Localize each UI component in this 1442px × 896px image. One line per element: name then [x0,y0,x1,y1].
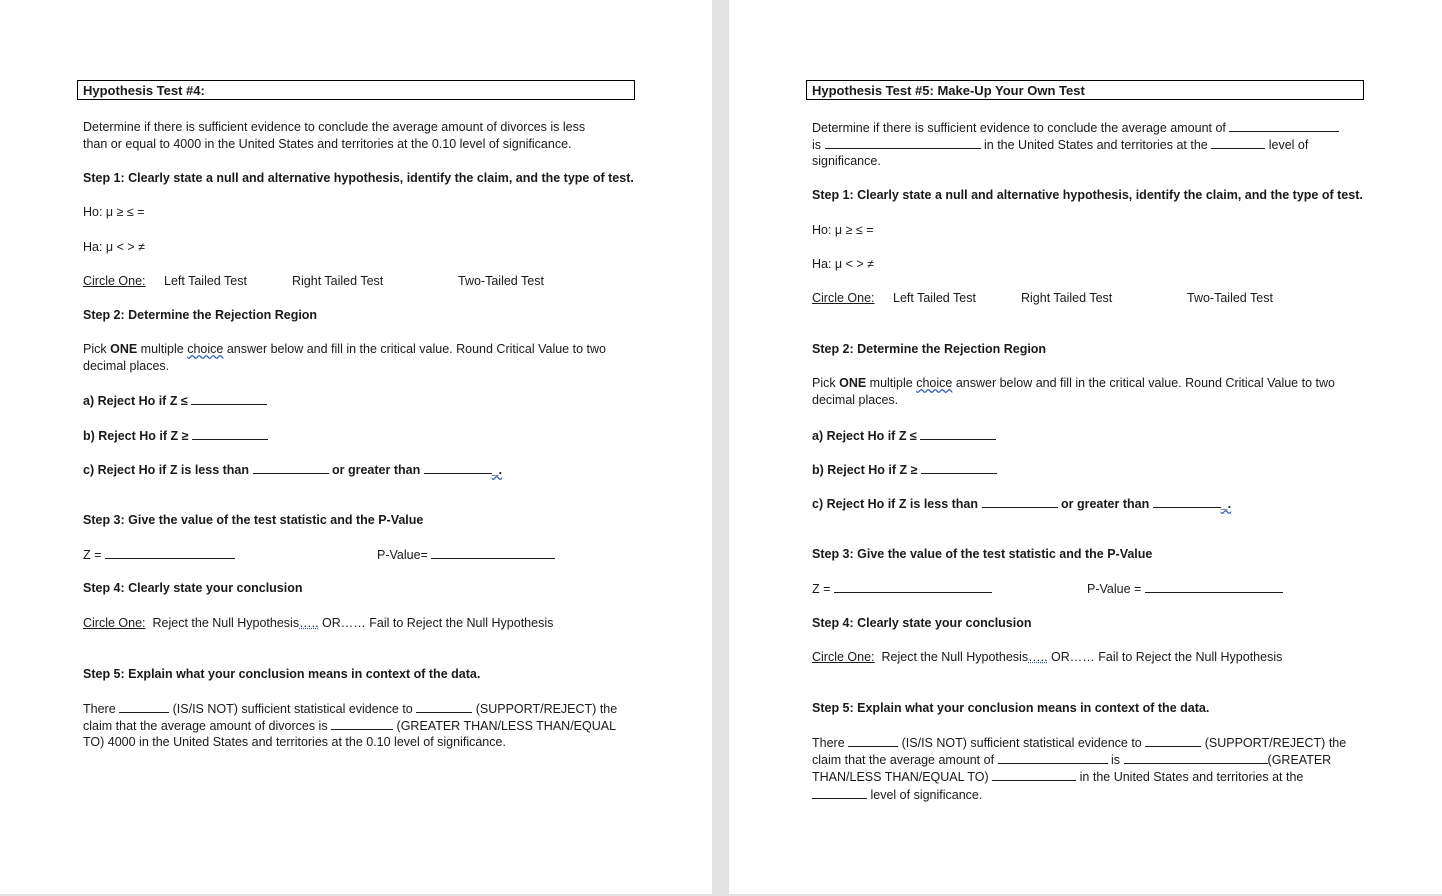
blank-field[interactable] [1229,119,1339,132]
left-tailed-option: Left Tailed Test [164,274,247,288]
circle-one-label: Circle One: [83,274,146,288]
intro-line-2: is in the United States and territories at the level of [812,138,1309,152]
two-tailed-option: Two-Tailed Test [1187,291,1273,305]
test-4-title: Hypothesis Test #4: [77,80,635,100]
left-tailed-option: Left Tailed Test [893,291,976,305]
p-value-blank[interactable] [1145,580,1283,593]
p-value-blank[interactable] [431,546,555,559]
step-5-line-1: There (IS/IS NOT) sufficient statistical evidence to (SUPPORT/REJECT) the [83,702,618,716]
step-3-heading: Step 3: Give the value of the test statistic and the P-Value [812,547,1153,561]
pick-instruction-line-2: decimal places. [83,359,170,373]
alt-hypothesis: Ha: μ < > ≠ [83,240,146,254]
intro-line-3: significance. [812,154,881,168]
step-4-heading: Step 4: Clearly state your conclusion [812,616,1032,630]
step-2-heading: Step 2: Determine the Rejection Region [83,308,318,322]
blank-field[interactable] [416,700,472,713]
step-5-line-2: claim that the average amount of divorces is (GREATER THAN/LESS THAN/EQUAL [83,719,617,733]
intro-line-2: than or equal to 4000 in the United States and territories at the 0.10 level of significance. [83,137,572,151]
intro-line-1: Determine if there is sufficient evidence to conclude the average amount of [812,119,1339,137]
document-page-1 [0,0,712,894]
z-statistic-field: Z = [83,546,235,564]
blank-field[interactable] [1124,751,1268,764]
blank-field[interactable] [253,461,329,474]
step-5-line-4: level of significance. [812,786,982,804]
option-b: b) Reject Ho if Z ≥ [83,427,268,445]
step-5-line-3: TO) 4000 in the United States and territories at the 0.10 level of significance. [83,735,506,749]
alt-hypothesis: Ha: μ < > ≠ [812,257,875,271]
step-5-heading: Step 5: Explain what your conclusion means in context of the data. [83,667,481,681]
option-b: b) Reject Ho if Z ≥ [812,461,997,479]
test-5-title: Hypothesis Test #5: Make-Up Your Own Test [806,80,1364,100]
p-value-field: P-Value= [377,546,555,564]
option-c: c) Reject Ho if Z is less than or greater than _. [83,463,503,477]
blank-field[interactable] [825,136,981,149]
blank-field[interactable] [1211,136,1265,149]
circle-one-label: Circle One: [812,291,875,305]
conclusion-choice: Circle One: Reject the Null Hypothesis….. OR…… Fail to Reject the Null Hypothesis [83,616,554,630]
option-c: c) Reject Ho if Z is less than or greater than _. [812,497,1232,511]
intro-line-1: Determine if there is sufficient evidence to conclude the average amount of divorces is less [83,120,586,134]
blank-field[interactable] [1145,734,1201,747]
blank-field[interactable] [921,461,997,474]
step-5-line-2: claim that the average amount of is (GREATER [812,753,1332,767]
step-1-heading: Step 1: Clearly state a null and alternative hypothesis, identify the claim, and the type of test. [812,188,1363,202]
null-hypothesis: Ho: μ ≥ ≤ = [812,223,874,237]
document-page-2 [729,0,1442,894]
conclusion-choice: Circle One: Reject the Null Hypothesis….. OR…… Fail to Reject the Null Hypothesis [812,650,1283,664]
blank-field[interactable] [848,734,898,747]
step-5-line-3: THAN/LESS THAN/EQUAL TO) in the United States and territories at the [812,770,1304,784]
option-a: a) Reject Ho if Z ≤ [83,392,267,410]
blank-field[interactable] [191,392,267,405]
blank-field[interactable] [424,461,492,474]
blank-field[interactable] [192,427,268,440]
right-tailed-option: Right Tailed Test [1021,291,1113,305]
right-tailed-option: Right Tailed Test [292,274,384,288]
blank-field[interactable] [331,717,393,730]
pick-instruction: Pick ONE multiple choice answer below and fill in the critical value. Round Critical Value to two [83,342,606,356]
step-4-heading: Step 4: Clearly state your conclusion [83,581,303,595]
blank-field[interactable] [998,751,1108,764]
blank-field[interactable] [992,768,1076,781]
blank-field[interactable] [812,786,867,799]
pick-instruction: Pick ONE multiple choice answer below and fill in the critical value. Round Critical Value to two [812,376,1335,390]
null-hypothesis: Ho: μ ≥ ≤ = [83,205,145,219]
blank-field[interactable] [982,495,1058,508]
step-2-heading: Step 2: Determine the Rejection Region [812,342,1047,356]
pick-instruction-line-2: decimal places. [812,393,899,407]
z-blank[interactable] [834,580,992,593]
p-value-field: P-Value = [1087,580,1283,598]
step-1-heading: Step 1: Clearly state a null and alternative hypothesis, identify the claim, and the type of test. [83,171,634,185]
two-tailed-option: Two-Tailed Test [458,274,544,288]
blank-field[interactable] [1153,495,1221,508]
step-3-heading: Step 3: Give the value of the test statistic and the P-Value [83,513,424,527]
step-5-heading: Step 5: Explain what your conclusion means in context of the data. [812,701,1210,715]
blank-field[interactable] [920,427,996,440]
option-a: a) Reject Ho if Z ≤ [812,427,996,445]
z-statistic-field: Z = [812,580,992,598]
z-blank[interactable] [105,546,235,559]
blank-field[interactable] [119,700,169,713]
step-5-line-1: There (IS/IS NOT) sufficient statistical evidence to (SUPPORT/REJECT) the [812,736,1347,750]
